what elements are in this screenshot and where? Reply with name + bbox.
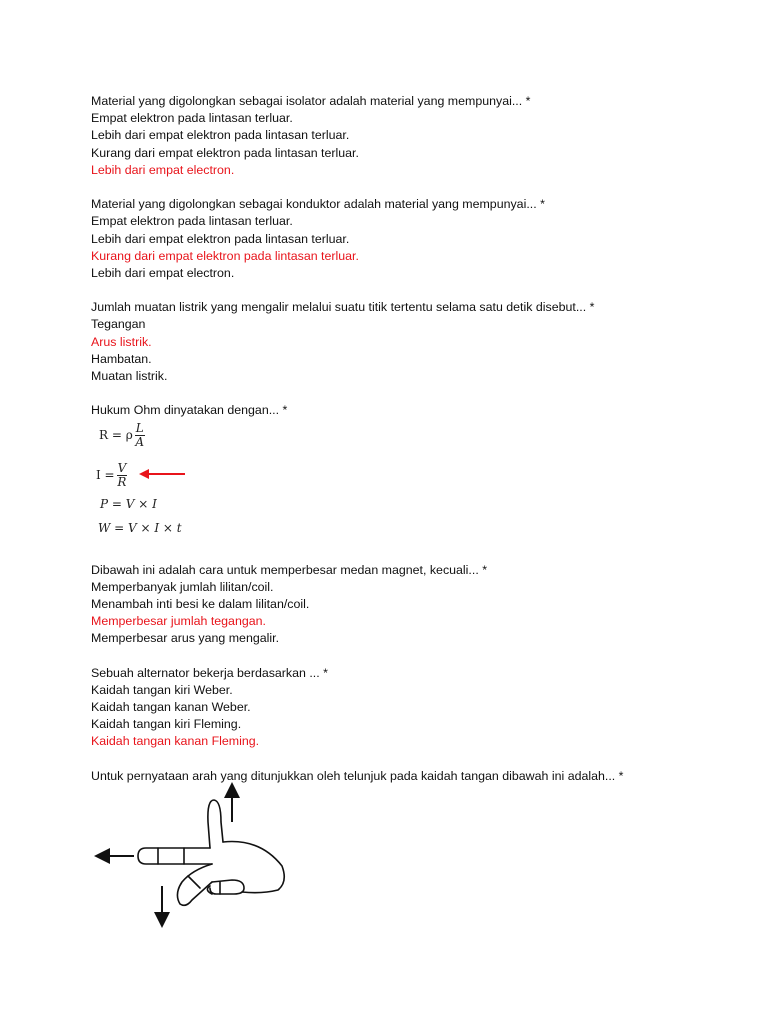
- hand-icon: [138, 800, 284, 905]
- q3-option-1: Tegangan: [91, 317, 146, 332]
- formula-resistance: R = ρ $\frac{L}{A}$: [99, 420, 145, 449]
- q2-option-2: Lebih dari empat elektron pada lintasan terluar.: [91, 231, 350, 246]
- q5-option-4: Memperbesar arus yang mengalir.: [91, 631, 280, 646]
- q2-option-4: Lebih dari empat electron.: [91, 265, 235, 280]
- document-page: [91, 93, 731, 785]
- question-5: Dibawah ini adalah cara untuk memperbesar medan magnet, kecuali... *: [91, 562, 488, 577]
- q1-answer: Lebih dari empat electron.: [91, 162, 235, 177]
- formula-block: [95, 420, 731, 540]
- q6-option-1: Kaidah tangan kiri Weber.: [91, 682, 233, 697]
- q1-option-3: Kurang dari empat elektron pada lintasan terluar.: [91, 145, 359, 160]
- formula-energy: W = V × I × t: [98, 520, 182, 535]
- answer-arrow-icon: [139, 467, 187, 481]
- q3-answer: Arus listrik.: [91, 334, 152, 349]
- formula-power: P = V × I: [100, 496, 157, 511]
- formula-current: I = $\frac{V}{R}$: [96, 460, 127, 489]
- q6-answer: Kaidah tangan kanan Fleming.: [91, 734, 260, 749]
- question-4: Hukum Ohm dinyatakan dengan... *: [91, 403, 288, 418]
- question-7: Untuk pernyataan arah yang ditunjukkan oleh telunjuk pada kaidah tangan dibawah ini adalah... *: [91, 768, 624, 783]
- q5-answer: Memperbesar jumlah tegangan.: [91, 614, 266, 629]
- hand-rule-figure: [92, 782, 312, 932]
- question-2: Material yang digolongkan sebagai konduktor adalah material yang mempunyai... *: [91, 197, 545, 212]
- q2-option-1: Empat elektron pada lintasan terluar.: [91, 214, 293, 229]
- q1-option-1: Empat elektron pada lintasan terluar.: [91, 111, 293, 126]
- q2-answer: Kurang dari empat elektron pada lintasan terluar.: [91, 248, 359, 263]
- question-1: Material yang digolongkan sebagai isolator adalah material yang mempunyai... *: [91, 94, 531, 108]
- q6-option-3: Kaidah tangan kiri Fleming.: [91, 717, 242, 732]
- question-3: Jumlah muatan listrik yang mengalir melalui suatu titik tertentu selama satu detik disebut... *: [91, 300, 595, 315]
- q6-option-2: Kaidah tangan kanan Weber.: [91, 700, 251, 715]
- question-6: Sebuah alternator bekerja berdasarkan ... *: [91, 665, 328, 680]
- q1-option-2: Lebih dari empat elektron pada lintasan terluar.: [91, 128, 350, 143]
- q5-option-1: Memperbanyak jumlah lilitan/coil.: [91, 579, 274, 594]
- q3-option-4: Muatan listrik.: [91, 369, 168, 383]
- q3-option-3: Hambatan.: [91, 351, 152, 366]
- q5-option-2: Menambah inti besi ke dalam lilitan/coil.: [91, 596, 310, 611]
